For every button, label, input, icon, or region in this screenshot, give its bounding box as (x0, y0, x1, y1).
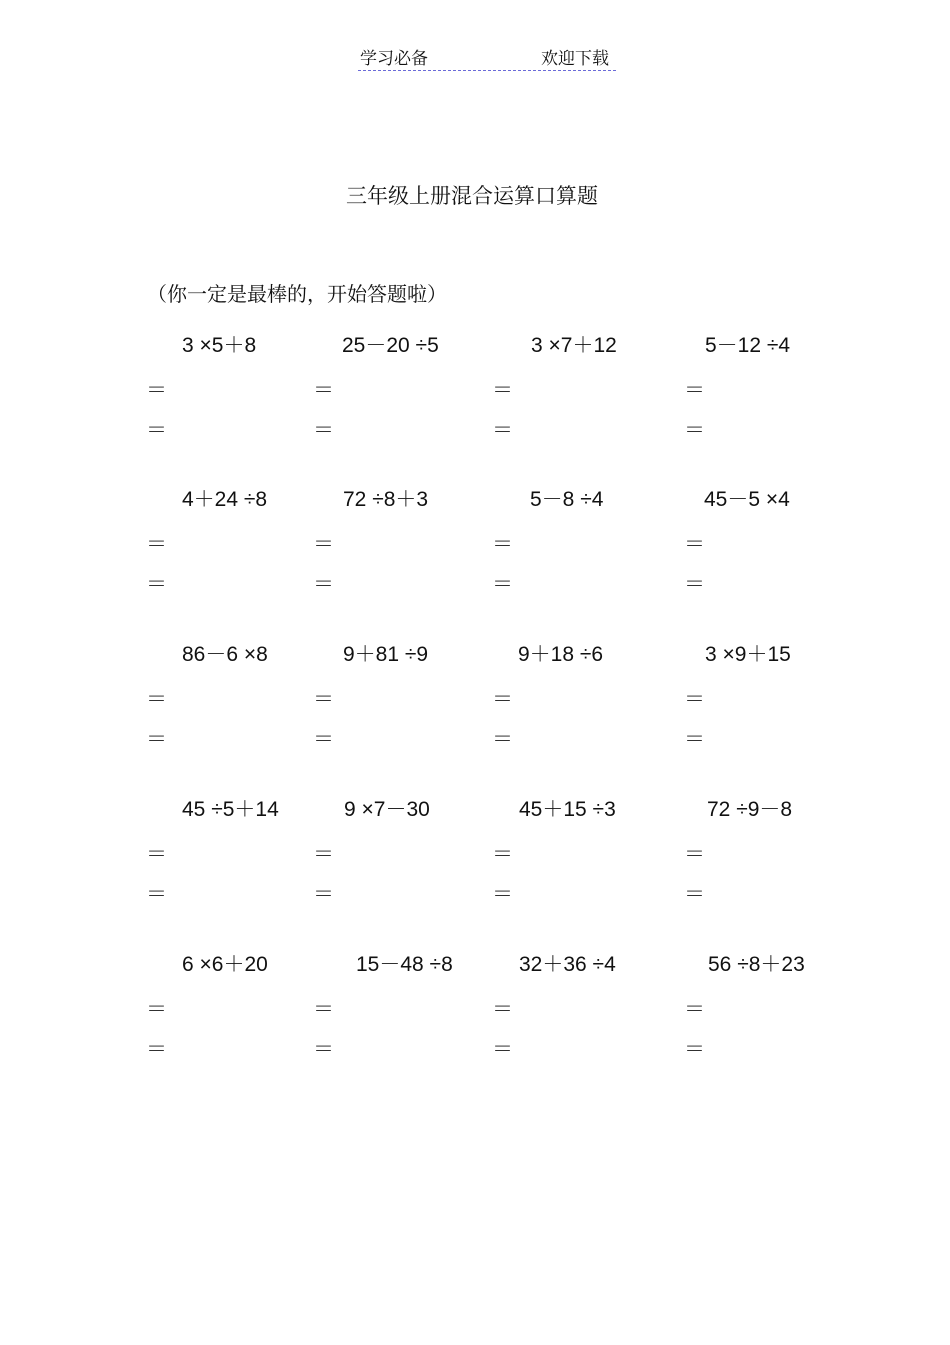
answer-equals-sign: ＝ (684, 728, 705, 751)
answer-equals-sign: ＝ (313, 573, 334, 596)
answer-equals-sign: ＝ (492, 533, 513, 556)
problem-expression: 6 ×6＋20 (182, 953, 268, 976)
answer-equals-sign: ＝ (146, 688, 167, 711)
answer-equals-sign: ＝ (313, 1038, 334, 1061)
answer-equals-sign: ＝ (146, 533, 167, 556)
answer-equals-sign: ＝ (492, 728, 513, 751)
answer-equals-sign: ＝ (684, 419, 705, 442)
problem-expression: 72 ÷9－8 (707, 798, 793, 821)
worksheet-instruction: （你一定是最棒的，开始答题啦） (147, 282, 447, 306)
answer-equals-sign: ＝ (684, 533, 705, 556)
problem-expression: 45＋15 ÷3 (519, 798, 616, 821)
problem-expression: 56 ÷8＋23 (708, 953, 805, 976)
answer-equals-sign: ＝ (492, 573, 513, 596)
answer-equals-sign: ＝ (146, 419, 167, 442)
problem-expression: 9 ×7－30 (344, 798, 430, 821)
answer-equals-sign: ＝ (684, 379, 705, 402)
header-right-text: 欢迎下载 (541, 49, 609, 69)
answer-equals-sign: ＝ (684, 573, 705, 596)
problem-expression: 3 ×7＋12 (531, 334, 617, 357)
answer-equals-sign: ＝ (146, 998, 167, 1021)
problem-expression: 3 ×5＋8 (182, 334, 257, 357)
answer-equals-sign: ＝ (492, 419, 513, 442)
problem-expression: 4＋24 ÷8 (182, 488, 268, 511)
answer-equals-sign: ＝ (313, 883, 334, 906)
answer-equals-sign: ＝ (492, 688, 513, 711)
header-divider (358, 70, 616, 71)
problem-expression: 5－12 ÷4 (705, 334, 791, 357)
answer-equals-sign: ＝ (146, 843, 167, 866)
answer-equals-sign: ＝ (146, 379, 167, 402)
answer-equals-sign: ＝ (313, 533, 334, 556)
answer-equals-sign: ＝ (492, 883, 513, 906)
header-left-text: 学习必备 (360, 49, 428, 69)
answer-equals-sign: ＝ (492, 379, 513, 402)
problem-expression: 86－6 ×8 (182, 643, 268, 666)
problem-expression: 45－5 ×4 (704, 488, 790, 511)
problem-expression: 15－48 ÷8 (356, 953, 453, 976)
answer-equals-sign: ＝ (146, 573, 167, 596)
answer-equals-sign: ＝ (684, 883, 705, 906)
answer-equals-sign: ＝ (313, 688, 334, 711)
problem-expression: 72 ÷8＋3 (343, 488, 429, 511)
answer-equals-sign: ＝ (313, 998, 334, 1021)
problem-expression: 5－8 ÷4 (530, 488, 604, 511)
answer-equals-sign: ＝ (313, 379, 334, 402)
problem-expression: 45 ÷5＋14 (182, 798, 279, 821)
problem-expression: 32＋36 ÷4 (519, 953, 616, 976)
answer-equals-sign: ＝ (146, 1038, 167, 1061)
answer-equals-sign: ＝ (492, 1038, 513, 1061)
problem-expression: 25－20 ÷5 (342, 334, 439, 357)
answer-equals-sign: ＝ (146, 728, 167, 751)
answer-equals-sign: ＝ (313, 419, 334, 442)
answer-equals-sign: ＝ (684, 998, 705, 1021)
answer-equals-sign: ＝ (684, 688, 705, 711)
answer-equals-sign: ＝ (492, 998, 513, 1021)
problem-expression: 9＋81 ÷9 (343, 643, 429, 666)
worksheet-title: 三年级上册混合运算口算题 (346, 184, 598, 208)
answer-equals-sign: ＝ (492, 843, 513, 866)
answer-equals-sign: ＝ (313, 728, 334, 751)
answer-equals-sign: ＝ (146, 883, 167, 906)
answer-equals-sign: ＝ (684, 843, 705, 866)
problem-expression: 9＋18 ÷6 (518, 643, 604, 666)
answer-equals-sign: ＝ (684, 1038, 705, 1061)
problem-expression: 3 ×9＋15 (705, 643, 791, 666)
answer-equals-sign: ＝ (313, 843, 334, 866)
